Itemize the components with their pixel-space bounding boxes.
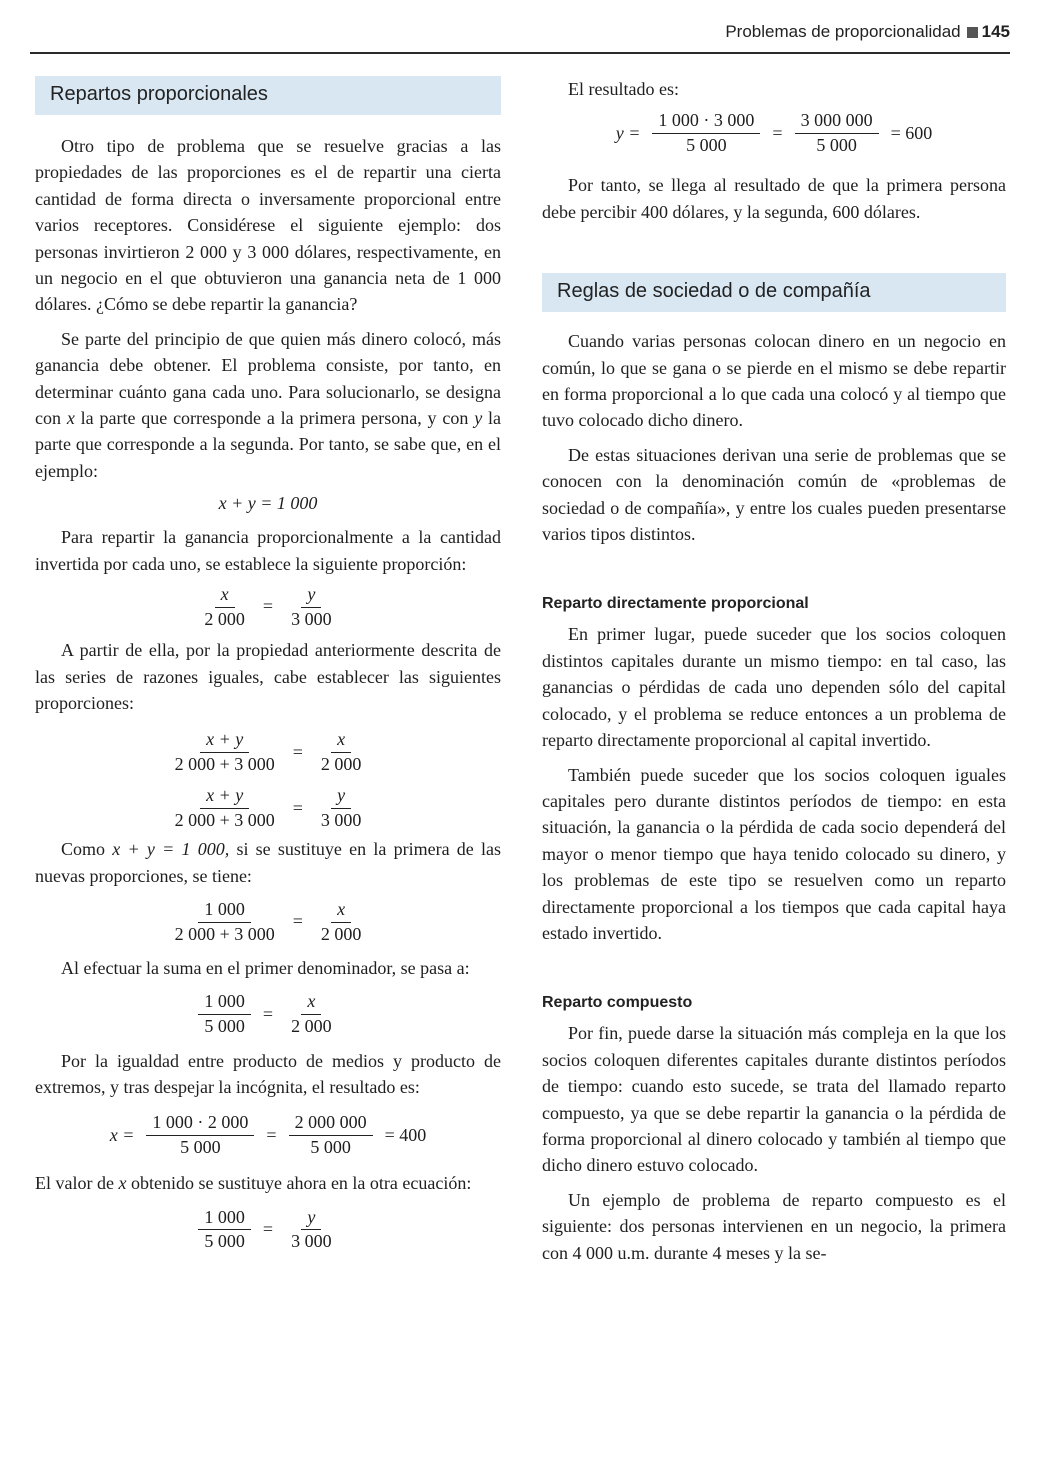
subheading-reparto-directo: Reparto directamente proporcional: [542, 595, 809, 613]
paragraph: Por tanto, se llega al resultado de que la primera persona debe percibir 400 dólares, y la segunda, 600 dólares.: [542, 175, 1006, 222]
equation-proportion: $\frac{x + y}{2 000 + 3 000}$ = $\frac{y}{3 000}$: [174, 785, 362, 830]
left-column: [35, 76, 501, 1263]
paragraph: Por fin, puede darse la situación más compleja en la que los socios coloquen diferentes capitales durante distintos períodos de tiempo: cuando esto sucede, se trata del llamado reparto compuesto, ya que se debe repartir la ganancia o la pérdida de forma proporcional al dinero colocado y también al tiempo que dicho dinero estuvo colocado.: [542, 1023, 1006, 1176]
equation-proportion: $\frac{x + y}{2 000 + 3 000}$ = $\frac{x}{2 000}$: [174, 729, 362, 774]
equation-solution-y: y = $\frac{1 000 \cdot 3 000}{5 000}$ = $\frac{3 000 000}{5 000}$ = 600: [615, 110, 933, 155]
paragraph: En primer lugar, puede suceder que los socios coloquen distintos capitales durante un mismo tiempo: en tal caso, las ganancias o pérdidas de cada uno dependen sólo del capital colocado, y el problema se reduce entonces a un problema de reparto directamente proporcional al capital invertido.: [542, 624, 1006, 751]
paragraph: Se parte del principio de que quien más dinero colocó, más ganancia debe obtener. El problema consiste, por tanto, en determinar cuánto gana cada uno. Para solucionarlo, se designa con x la parte que corresponde a la primera persona, y con y la parte que corresponde a la segunda. Por tanto, se sabe que, en el ejemplo:: [35, 328, 502, 481]
right-column: [542, 76, 1006, 1266]
equation-proportion: $\frac{x}{2 000}$ = $\frac{y}{3 000}$: [204, 584, 332, 629]
section-title-reglas: Reglas de sociedad o de compañía: [542, 273, 1006, 312]
square-bullet-icon: [967, 27, 978, 38]
running-head-title: Problemas de proporcionalidad: [725, 22, 961, 41]
running-head: [725, 22, 1010, 42]
paragraph: Como x + y = 1 000, si se sustituye en la primera de las nuevas proporciones, se tiene:: [35, 839, 502, 886]
equation-proportion: $\frac{1 000}{5 000}$ = $\frac{x}{2 000}$: [35, 982, 501, 1048]
equation: x + y = 1 000: [218, 493, 318, 514]
paragraph: También puede suceder que los socios coloquen iguales capitales pero durante distintos períodos de tiempo: en esta situación, la ganancia o la pérdida de cada socio dependerá del mayor o menor tiempo que haya tenido colocado su dinero, y los problemas de este tipo se resuelven como un reparto directamente proporcional a los tiempos que cada capital haya estado invertido.: [542, 764, 1006, 943]
equation-solution-x: x = $\frac{1 000 \cdot 2 000}{5 000}$ = $\frac{2 000 000}{5 000}$ = 400: [109, 1112, 427, 1157]
paragraph: Para repartir la ganancia proporcionalmente a la cantidad invertida por cada uno, se establece la siguiente proporción:: [35, 527, 501, 574]
paragraph: Por la igualdad entre producto de medios y producto de extremos, y tras despejar la incógnita, el resultado es:: [35, 1050, 501, 1097]
equation-proportion: $\frac{1 000}{2 000 + 3 000}$ = $\frac{x}{2 000}$: [174, 899, 362, 944]
paragraph: El valor de x obtenido se sustituye ahora en la otra ecuación:: [35, 1173, 472, 1194]
page-header: [30, 18, 1010, 54]
page-number: 145: [981, 22, 1010, 41]
paragraph: Un ejemplo de problema de reparto compuesto es el siguiente: dos personas intervienen en un negocio, la primera con 4 000 u.m. durante 4 meses y la se-: [542, 1189, 1006, 1263]
paragraph: Cuando varias personas colocan dinero en un negocio en común, lo que se gana o se pierde en el mismo se debe repartir en forma proporcional a lo que cada una colocó y al tiempo que tuvo colocado dicho dinero.: [542, 331, 1006, 431]
paragraph: A partir de ella, por la propiedad anteriormente descrita de las series de razones iguales, cabe establecer las siguientes proporciones:: [35, 640, 501, 713]
paragraph: De estas situaciones derivan una serie de problemas que se conocen con la denominación común de «problemas de sociedad o de compañía», y entre los cuales pueden presentarse varios tipos distintos.: [542, 444, 1006, 545]
section-title-repartos: Repartos proporcionales: [35, 76, 501, 115]
paragraph: Otro tipo de problema que se resuelve gracias a las propiedades de las proporciones es el de repartir una cierta cantidad de forma directa o inversamente proporcional entre varios receptores. Considérese el siguiente ejemplo: dos personas invirtieron 2 000 y 3 000 dólares, respectivamente, en un negocio en el que obtuvieron una ganancia neta de 1 000 dólares. ¿Cómo se debe repartir la ganancia?: [35, 136, 501, 315]
paragraph: El resultado es:: [568, 79, 679, 99]
equation-proportion: $\frac{1 000}{5 000}$ = $\frac{y}{3 000}$: [35, 1197, 501, 1263]
subheading-reparto-compuesto: Reparto compuesto: [542, 994, 693, 1012]
paragraph: Al efectuar la suma en el primer denominador, se pasa a:: [61, 958, 470, 979]
